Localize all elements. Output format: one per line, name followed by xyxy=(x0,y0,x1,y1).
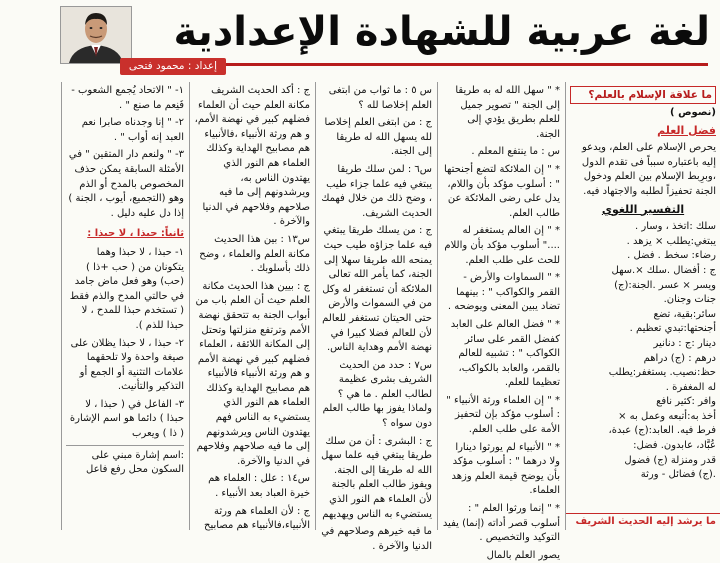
section-heading: ثانياً: حبذا ، لا حبذا : xyxy=(87,228,184,240)
vocab-line: وافر :كثير نافع xyxy=(656,396,716,408)
answer: ج : من ابتغى العلم إخلاصا لله يسهل الله له طريقا إلى الجنة. xyxy=(324,117,432,158)
question: س١٤ : علل : العلماء هم خيرة العباد بعد الأنبياء . xyxy=(208,473,310,500)
vocab-line: أجنحتها:تبدي تعظيم . xyxy=(629,323,716,335)
rule: ٣- الفاعل في ( حبذا ، لا حبذا ) دائما هو اسم الإشارة ( ذا ) ويعرب xyxy=(69,398,184,440)
page-title: لغة عربية للشهادة الإعدادية xyxy=(173,9,710,55)
rule: ١- حبذا ، لا حبذا وهما يتكونان من ( حب +ذا ) (حب) وهو فعل ماض جامد في حالتي المدح والذم فقط ( تستخدم حبذا للمدح ، لا حبذا للذم ). xyxy=(69,246,184,331)
column-4 xyxy=(190,82,314,530)
vocab-line: ج : أفضال .سلك ×.سهل xyxy=(611,264,716,276)
vocab-line: دينار :ج : دنانير xyxy=(653,337,716,349)
vocab-heading: التفسير اللغوي xyxy=(601,202,685,216)
author-photo xyxy=(60,6,132,64)
paragraph: * " إن العالم يستغفر له ...." أسلوب مؤكد بأن واللام للحث على طلب العلم. xyxy=(444,225,560,266)
example: ٢- " إنا وجدناه صابرا نعم العبد إنه أواب " . xyxy=(81,117,184,143)
paragraph: * " إنما ورثوا العلم " : أسلوب قصر أداته (إنما) يفيد التوكيد والتخصيص . xyxy=(442,503,560,544)
section-heading: ما علاقة الإسلام بالعلم؟ xyxy=(570,86,716,104)
paragraph: * " السماوات والأرض - القمر والكواكب " : بينهما تضاد يبين المعنى ويوضحه . xyxy=(447,272,560,313)
column-1 xyxy=(566,82,720,530)
paragraph: * " فضل العالم على العابد كفضل القمر على سائر الكواكب " : تشبيه للعالم بالقمر، والعابد بالكواكب، تعظيما للعلم. xyxy=(450,318,560,389)
vocab-line: قدر ومنزلة (ج) فضول xyxy=(624,454,716,466)
column-3 xyxy=(316,82,436,552)
answer: ما فيه خيرهم وصلاحهم في الدنيا والآخرة . xyxy=(321,526,432,552)
vocab-line: رضاء: سخط . فضل . xyxy=(627,250,716,262)
rule: ٢- حبذا ، لا حبذا يظلان على صيغة واحدة ولا تلحقهما علامات التثنية أو الجمع أو التذكير والتأنيث. xyxy=(70,337,184,393)
section-label: (نصوص ) xyxy=(670,107,716,118)
example: ١- " الاتحاد يُجمع الشعوب - فَنِعم ما صنع " . xyxy=(71,85,184,111)
vocab-line: جنات وجنان. xyxy=(663,294,716,306)
column-2 xyxy=(438,82,564,561)
paragraph: * " الأنبياء لم يورثوا دينارا ولا درهما " : أسلوب مؤكد بأن يوضح قيمة العلم وزهد العلماء. xyxy=(451,441,560,497)
vocab-line: أخذ به:أتبعه وعمل به × xyxy=(618,410,716,422)
question: س٧ : حدد من الحديث الشريف بشرى عظيمة لطالب العلم . ما هي ؟ ولماذا يفوز بها طالب العلم دون سواه ؟ xyxy=(322,359,432,430)
question: س ٥ : ما ثواب من ابتغى العلم إخلاصا لله ؟ xyxy=(328,85,432,111)
answer: ج : من يسلك طريقا يبتغي فيه علما جزاؤه طيب حيث يمنحه الله طريقا سهلا إلى الجنة، كما يأمر الله تعالى الملائكة أن تستغفر له وكل من في السموات والأرض حتى الحيتان تستغفر للعالم لأن للعالم فضلا كبيرا في نهضة الأمم وهداية الناس. xyxy=(322,225,432,354)
paragraph: يصور العلم بالمال xyxy=(486,549,560,561)
paragraph: * " سهل الله له به طريقا إلى الجنة " تصوير جميل للعلم بطريق يؤدي إلى الجنة. xyxy=(455,85,560,140)
subheading: فضل العلم xyxy=(657,123,716,137)
vocab-line: درهم : (ج) دراهم xyxy=(643,352,716,364)
author-credit: إعداد : محمود فتحى xyxy=(120,58,226,75)
vocab-line: فرط فيه. العابد:(ج) عبدة، xyxy=(608,425,716,437)
answer: ج : أكد الحديث الشريف مكانة العلم حيث أن العلماء فضلهم كبير في نهضة الأمم، و هم ورثة الأنبياء ،فالأنبياء هم مصابيح الهداية وكذلك العلماء هم النور الذي يهتدون الناس به، ويرشدونهم إلى ما فيه صلاحهم وفلاحهم في الدنيا والآخرة . xyxy=(194,85,310,228)
author-portrait-icon xyxy=(61,7,131,63)
title-underline xyxy=(225,63,708,66)
vocab-line: له المغفرة . xyxy=(665,381,716,393)
rule: :اسم إشارة مبني على السكون محل رفع فاعل xyxy=(66,445,184,478)
answer: ج : البشرى : أن من سلك طريقا يبتغي فيه علما سهل الله له طريقا إلى الجنة. ويفوز طالب العلم بالجنة لأن العلماء هم النور الذي يستضيء به الناس ويهديهم xyxy=(321,435,432,520)
paragraph: * " إن العلماء ورثة الأنبياء " : أسلوب مؤكد بإن لتحفيز الأمة على طلب العلم. xyxy=(446,394,560,436)
vocab-line: عُبَّاد، عابدون. فضل: xyxy=(633,440,716,452)
vocab-line: حظ:نصيب. يستغفر:يطلب xyxy=(608,367,716,379)
vocab-line: يبتغي:يطلب × يزهد . xyxy=(626,235,716,247)
paragraph: يحرص الإسلام على العلم، ويدعو إليه باعتباره سبباً فى تقدم الدول ،وبرِبط الإسلام بين العلم ودخول الجنة تحفيزاً لطلبه والاجتهاد فيه. xyxy=(581,142,716,197)
vocab-line: .(ج) فضائل - ورثة xyxy=(640,469,716,481)
example: ٣- " ولنعم دار المتقين " في الأمثلة السابقة يمكن حذف المخصوص بالمدح أو الذم وهو (التجميع، أيوب ، الجنة ) إذا دل عليه دليل . xyxy=(68,149,184,219)
paragraph: س : ما ينتفع المعلم . xyxy=(471,146,560,158)
vocab-line: سائر:بقية، تضع xyxy=(653,308,716,320)
column-5 xyxy=(62,82,188,530)
answer: ج : لأن العلماء هم ورثة الأنبياء،فالأنبياء هم مصابيح xyxy=(204,505,310,532)
vocab-list xyxy=(570,220,716,483)
question: س١٣ : بين هذا الحديث مكانة العلم والعلماء ، وضح ذلك بأسلوبك . xyxy=(199,233,310,275)
answer: ج : بيين هذا الحديث مكانة العلم حيث أن العلم باب من أبواب الجنة به تتحقق نهضة الأمم وترتفع منزلتها وتحتل إلى المكانة اللائقة ، العلماء فضلهم كبير في نهضة الأمم و هم ورثة الأنبياء فالأنبياء هم مصابيح الهداية وكذلك العلماء هم النور الذي يستضيء به الناس فهم يهتدون الناس ويرشدونهم إلى ما فيه صلاحهم وفلاحهم في الدنيا والآخرة. xyxy=(195,280,310,467)
vocab-line: سلك :اتخذ ، وسار . xyxy=(635,221,716,233)
footer-heading: ما يرشد إليه الحديث الشريف xyxy=(566,513,720,530)
vocab-line: ويسر × عسر .الجنة:(ج) xyxy=(614,279,716,291)
paragraph: * " إن الملائكة لتضع أجنحتها " : أسلوب مؤكد بأن واللام، يدل على رضى الملائكة عن طالب العلم. xyxy=(443,163,560,219)
question: س٦ : لمن سلك طريقا يبتغي فيه علما جزاء طيب ، وضح ذلك من خلال فهمك الحديث الشريف. xyxy=(321,163,432,219)
page-header xyxy=(0,0,720,78)
page-margin xyxy=(0,78,60,530)
